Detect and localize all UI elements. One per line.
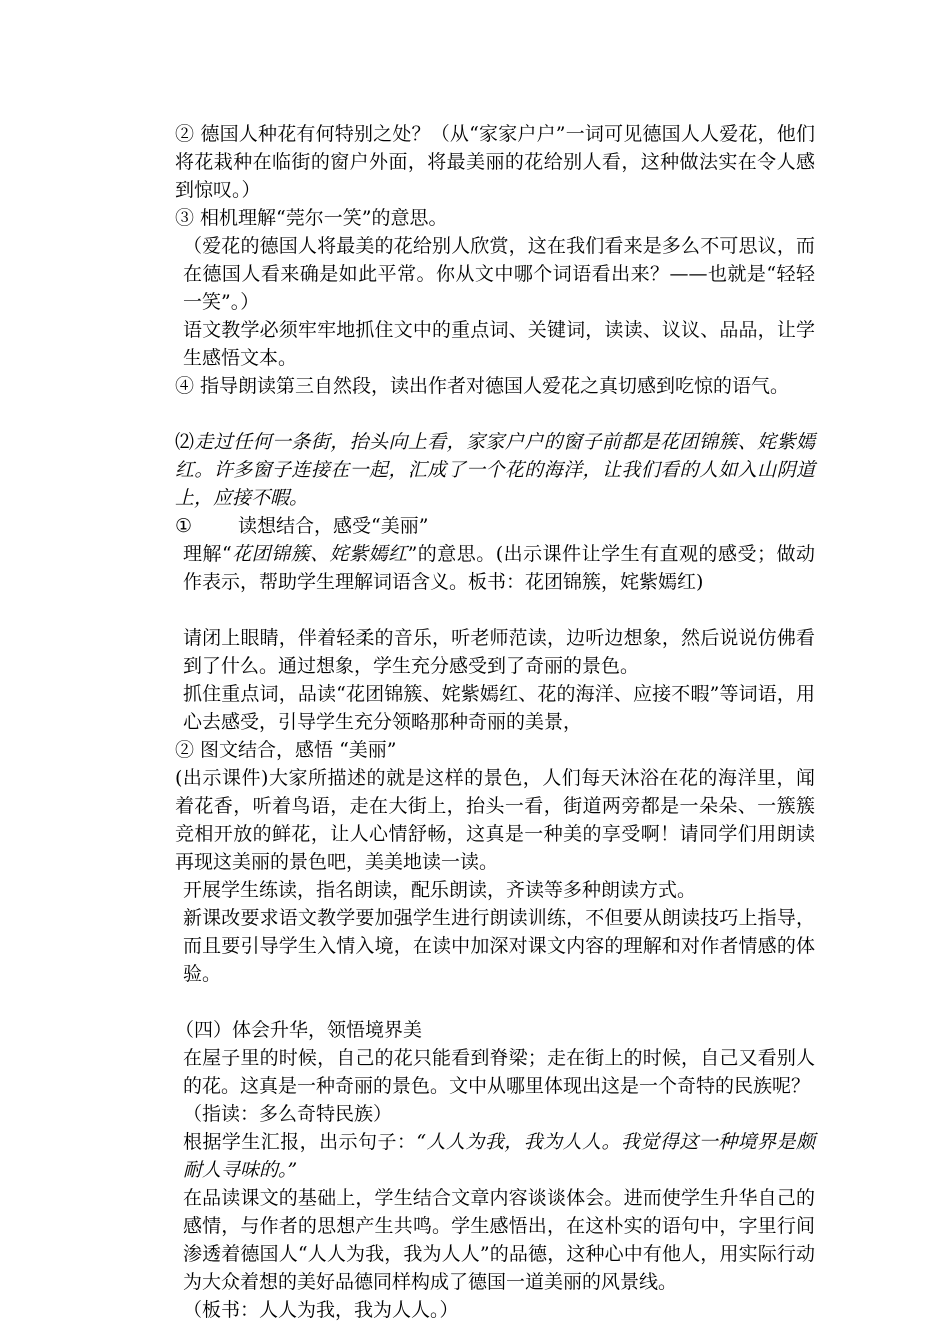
paragraph-practice-reading: 开展学生练读，指名朗读，配乐朗读，齐读等多种朗读方式。 xyxy=(183,879,697,901)
spacer xyxy=(145,988,815,1016)
text-segment: 理解“ xyxy=(183,543,232,565)
paragraph-smile-meaning: ③ 相机理解“莞尔一笑”的意思。 xyxy=(175,207,448,229)
paragraph-teaching-keywords: 语文教学必须牢牢地抓住文中的重点词、关键词，读读、议议、品品，让学生感悟文本。 xyxy=(183,319,815,369)
paragraph-key-words: 抓住重点词，品读“花团锦簇、姹紫嫣红、花的海洋、应接不暇”等词语，用心去感受，引导学生充分领略那种奇丽的美景， xyxy=(183,683,815,733)
step-title: 读想结合，感受“美丽” xyxy=(238,515,429,537)
quote-italic-sentence: “人人为我，我为人人。我觉得这一种境界是颇耐人寻味的。” xyxy=(183,1131,815,1181)
paragraph-reading-imagination xyxy=(145,512,815,540)
paragraph-close-eyes: 请闭上眼睛，伴着轻柔的音乐，听老师范读，边听边想象，然后说说仿佛看到了什么。通过想象，学生充分感受到了奇丽的景色。 xyxy=(183,627,815,677)
paragraph-quoted-text xyxy=(145,428,815,512)
quote-italic-text: 走过任何一条街，抬头向上看，家家户户的窗子前都是花团锦簇、姹紫嫣红。许多窗子连接在一起，汇成了一个花的海洋，让我们看的人如入山阴道上，应接不暇。 xyxy=(175,431,815,509)
paragraph-german-flower-feature: ② 德国人种花有何特别之处？（从“家家户户”一词可见德国人人爱花，他们将花栽种在临街的窗户外面，将最美丽的花给别人看，这种做法实在令人感到惊叹。） xyxy=(175,123,815,201)
paragraph-sublimation: 在品读课文的基础上，学生结合文章内容谈谈体会。进而使学生升华自己的感情，与作者的思想产生共鸣。学生感悟出，在这朴实的语句中，字里行间渗透着德国人“人人为我，我为人人”的品德，这种心中有他人，用实际行动为大众着想的美好品德同样构成了德国一道美丽的风景线。 xyxy=(183,1187,815,1293)
step-number: ① xyxy=(175,515,193,537)
paragraph-student-report xyxy=(145,1128,815,1184)
spacer xyxy=(145,400,815,428)
paragraph-curriculum-reform: 新课改要求语文教学要加强学生进行朗读训练，不但要从朗读技巧上指导，而且要引导学生入情入境，在读中加深对课文内容的理解和对作者情感的体验。 xyxy=(183,907,815,985)
spacer xyxy=(145,596,815,624)
quote-number: ⑵ xyxy=(175,431,195,453)
text-segment: ”的意思。(出示课件让学生有直观的感受；做动作表示，帮助学生理解词语含义。板书：花团锦簇，姹紫嫣红) xyxy=(183,543,815,593)
paragraph-picture-text: ② 图文结合，感悟 “美丽” xyxy=(175,739,397,761)
paragraph-reading-guidance: ④ 指导朗读第三自然段，读出作者对德国人爱花之真切感到吃惊的语气。 xyxy=(175,375,790,397)
phrase-italic: 花团锦簇、姹紫嫣红 xyxy=(231,543,408,565)
paragraph-house-flowers: 在屋子里的时候，自己的花只能看到脊梁；走在街上的时候，自己又看别人的花。这真是一种奇丽的景色。文中从哪里体现出这是一个奇特的民族呢？ xyxy=(183,1047,815,1097)
section-heading-four: （四）体会升华，领悟境界美 xyxy=(175,1019,423,1041)
paragraph-smile-explanation: （爱花的德国人将最美的花给别人欣赏，这在我们看来是多么不可思议，而在德国人看来确是如此平常。你从文中哪个词语看出来？——也就是“轻轻一笑”。） xyxy=(183,235,815,313)
text-segment: 根据学生汇报，出示句子： xyxy=(183,1131,417,1153)
paragraph-understand-phrase xyxy=(145,540,815,596)
paragraph-blackboard: （板书：人人为我，我为人人。） xyxy=(183,1299,459,1321)
paragraph-pointed-reading: （指读：多么奇特民族） xyxy=(183,1103,393,1125)
document-page xyxy=(145,120,815,1324)
paragraph-courseware: (出示课件)大家所描述的就是这样的景色，人们每天沐浴在花的海洋里，闻着花香，听着鸟语，走在大街上，抬头一看，街道两旁都是一朵朵、一簇簇竞相开放的鲜花，让人心情舒畅，这真是一种美的享受啊！请同学们用朗读再现这美丽的景色吧，美美地读一读。 xyxy=(175,767,815,873)
